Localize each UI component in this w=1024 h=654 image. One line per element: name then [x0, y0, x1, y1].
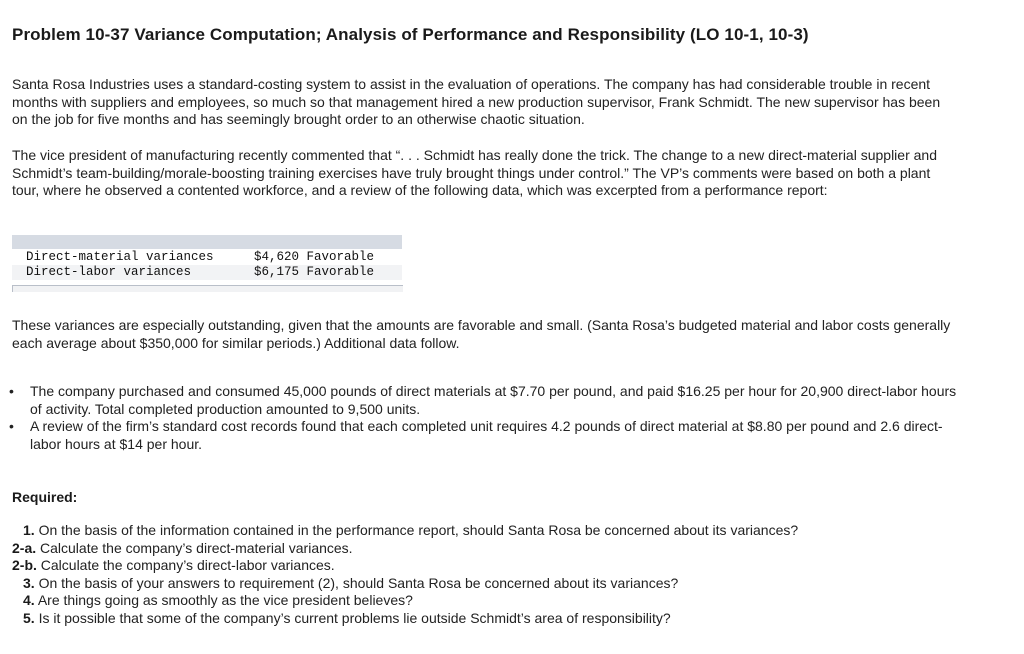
list-item	[12, 557, 798, 575]
bullet-icon: •	[9, 383, 14, 399]
list-item	[12, 540, 798, 558]
variance-amount: $6,175 Favorable	[254, 265, 375, 279]
bullet-icon: •	[9, 418, 14, 434]
table-row	[12, 250, 402, 265]
requirement-number: 5.	[23, 609, 35, 626]
problem-title: Problem 10-37 Variance Computation; Analysis of Performance and Responsibility (LO 10-1, 10-3)	[12, 25, 809, 44]
variance-label: Direct-material variances	[26, 250, 214, 264]
table-row	[12, 265, 402, 280]
requirement-text: Are things going as smoothly as the vice president believes?	[37, 592, 413, 608]
requirement-number: 2-a.	[12, 539, 37, 556]
requirement-text: On the basis of your answers to requirement (2), should Santa Rosa be concerned about its variances?	[38, 574, 679, 591]
list-item	[12, 575, 798, 593]
variance-amount: $4,620 Favorable	[254, 250, 375, 264]
variance-table-footer	[12, 285, 403, 292]
requirement-number: 4.	[23, 592, 35, 608]
list-item	[12, 610, 798, 628]
list-item	[12, 592, 798, 610]
requirement-text: Calculate the company’s direct-labor variances.	[40, 557, 335, 573]
additional-data-paragraph: These variances are especially outstanding, given that the amounts are favorable and small. (Santa Rosa’s budgeted material and labor costs generally each average about $350,000 for similar periods.) Additional data follow.	[12, 317, 951, 351]
list-item	[0, 383, 960, 418]
intro-paragraph: Santa Rosa Industries uses a standard-costing system to assist in the evaluation of operations. The company has had considerable trouble in recent months with suppliers and employees, so much so that management hired a new production supervisor, Frank Schmidt. The new supervisor has been on the job for five months and has seemingly brought order to an otherwise chaotic situation.	[12, 76, 941, 127]
required-heading: Required:	[12, 489, 78, 505]
requirement-number: 1.	[23, 522, 35, 538]
list-item	[12, 522, 798, 540]
variance-table	[12, 235, 402, 291]
variance-table-header	[12, 235, 402, 249]
requirement-text: Is it possible that some of the company’s current problems lie outside Schmidt’s area of responsibility?	[38, 609, 671, 626]
list-item	[0, 418, 960, 453]
list-item-text: A review of the firm’s standard cost records found that each completed unit requires 4.2 pounds of direct material at $8.80 per pound and 2.6 direct-labor hours at $14 per hour.	[30, 418, 943, 452]
requirement-text: On the basis of the information contained in the performance report, should Santa Rosa be concerned about its variances?	[38, 522, 799, 538]
requirement-number: 2-b.	[12, 557, 37, 573]
required-list	[12, 522, 798, 627]
vp-comment-paragraph: The vice president of manufacturing recently commented that “. . . Schmidt has really done the trick. The change to a new direct-material supplier and Schmidt’s team-building/morale-boosting training exercises have truly brought things under control.” The VP’s comments were based on both a plant tour, where he observed a contented workforce, and a review of the following data, which was excerpted from a performance report:	[12, 147, 937, 198]
requirement-text: Calculate the company’s direct-material variances.	[40, 539, 353, 556]
variance-label: Direct-labor variances	[26, 265, 192, 279]
additional-data-list	[0, 383, 960, 453]
requirement-number: 3.	[23, 574, 35, 591]
list-item-text: The company purchased and consumed 45,000 pounds of direct materials at $7.70 per pound, and paid $16.25 per hour for 20,900 direct-labor hours of activity. Total completed production amounted to 9,500 units.	[30, 383, 957, 417]
